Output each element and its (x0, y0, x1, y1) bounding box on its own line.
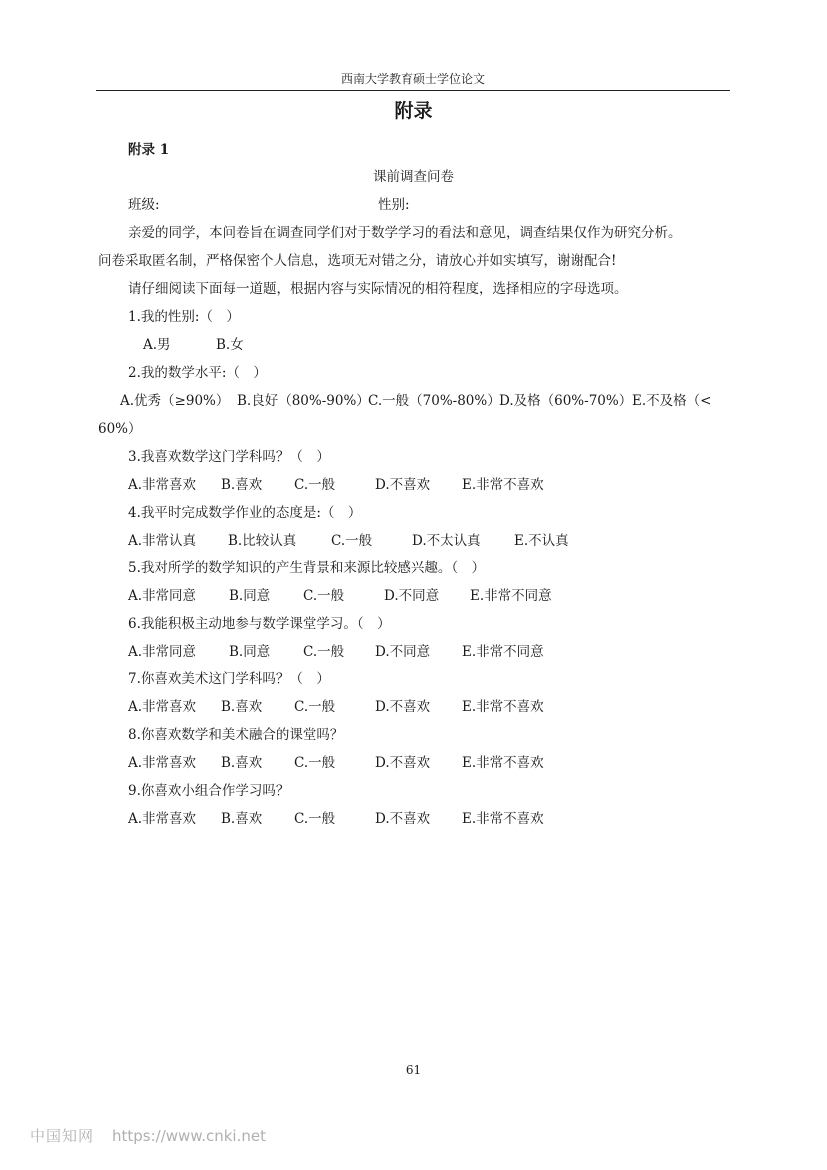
cnki-watermark (30, 1125, 266, 1146)
question-9: 9.你喜欢小组合作学习吗？ (128, 783, 290, 799)
question-1: 1.我的性别:（ ） (128, 309, 240, 325)
class-field-label: 班级: (128, 197, 160, 213)
q7-option-b: B.喜欢 (221, 699, 263, 715)
q2-option-e-wrap: 60%） (98, 421, 142, 437)
q9-option-b: B.喜欢 (221, 811, 263, 827)
q5-option-c: C.一般 (303, 588, 345, 604)
question-6: 6.我能积极主动地参与数学课堂学习。（ ） (128, 616, 391, 632)
q5-option-b: B.同意 (229, 588, 271, 604)
q2-option-d: D.及格（60%-70%） (499, 393, 633, 409)
q4-option-d: D.不太认真 (412, 533, 481, 549)
q2-option-a: A.优秀（≥90%） (120, 393, 230, 409)
q4-option-a: A.非常认真 (128, 533, 197, 549)
appendix-label: 附录 1 (128, 142, 170, 158)
q3-option-d: D.不喜欢 (375, 477, 431, 493)
q6-option-c: C.一般 (303, 644, 345, 660)
intro-line-2: 问卷采取匿名制，严格保密个人信息，选项无对错之分，请放心并如实填写，谢谢配合! (98, 253, 617, 269)
q6-option-d: D.不同意 (375, 644, 431, 660)
q8-option-d: D.不喜欢 (375, 755, 431, 771)
q3-option-c: C.一般 (294, 477, 336, 493)
q4-option-e: E.不认真 (514, 533, 569, 549)
q2-option-c: C.一般（70%-80%） (368, 393, 501, 409)
q3-option-e: E.非常不喜欢 (462, 477, 544, 493)
q3-option-b: B.喜欢 (221, 477, 263, 493)
q8-option-e: E.非常不喜欢 (462, 755, 544, 771)
q3-option-a: A.非常喜欢 (128, 477, 197, 493)
q6-option-a: A.非常同意 (128, 644, 197, 660)
q7-option-d: D.不喜欢 (375, 699, 431, 715)
q9-option-d: D.不喜欢 (375, 811, 431, 827)
q2-option-e: E.不及格（< (632, 393, 712, 409)
survey-title: 课前调查问卷 (373, 169, 454, 185)
q1-option-b: B.女 (216, 337, 244, 353)
q5-option-d: D.不同意 (384, 588, 440, 604)
q6-option-e: E.非常不同意 (462, 644, 544, 660)
q7-option-e: E.非常不喜欢 (462, 699, 544, 715)
q8-option-a: A.非常喜欢 (128, 755, 197, 771)
q4-option-b: B.比较认真 (228, 533, 297, 549)
q8-option-b: B.喜欢 (221, 755, 263, 771)
q7-option-a: A.非常喜欢 (128, 699, 197, 715)
watermark-brand: 中国知网 (30, 1127, 95, 1145)
header-rule (96, 90, 730, 91)
gender-field-label: 性别: (378, 197, 410, 213)
question-7: 7.你喜欢美术这门学科吗？（ ） (128, 671, 330, 687)
question-8: 8.你喜欢数学和美术融合的课堂吗？ (128, 727, 344, 743)
question-5: 5.我对所学的数学知识的产生背景和来源比较感兴趣。（ ） (128, 560, 486, 576)
intro-line-3: 请仔细阅读下面每一道题，根据内容与实际情况的相符程度，选择相应的字母选项。 (128, 281, 628, 297)
q2-option-b: B.良好（80%-90%） (237, 393, 370, 409)
watermark-url: https://www.cnki.net (112, 1127, 266, 1145)
q1-option-a: A.男 (143, 337, 171, 353)
q5-option-a: A.非常同意 (128, 588, 197, 604)
intro-line-1: 亲爱的同学，本问卷旨在调查同学们对于数学学习的看法和意见，调查结果仅作为研究分析。 (128, 225, 682, 241)
q9-option-a: A.非常喜欢 (128, 811, 197, 827)
page-title: 附录 (394, 100, 433, 122)
q9-option-e: E.非常不喜欢 (462, 811, 544, 827)
q9-option-c: C.一般 (294, 811, 336, 827)
running-header: 西南大学教育硕士学位论文 (340, 72, 485, 86)
question-3: 3.我喜欢数学这门学科吗？（ ） (128, 449, 330, 465)
question-2: 2.我的数学水平:（ ） (128, 365, 267, 381)
q5-option-e: E.非常不同意 (470, 588, 552, 604)
question-4: 4.我平时完成数学作业的态度是:（ ） (128, 505, 362, 521)
page-number: 61 (405, 1063, 422, 1077)
q6-option-b: B.同意 (229, 644, 271, 660)
q4-option-c: C.一般 (331, 533, 373, 549)
q7-option-c: C.一般 (294, 699, 336, 715)
q8-option-c: C.一般 (294, 755, 336, 771)
